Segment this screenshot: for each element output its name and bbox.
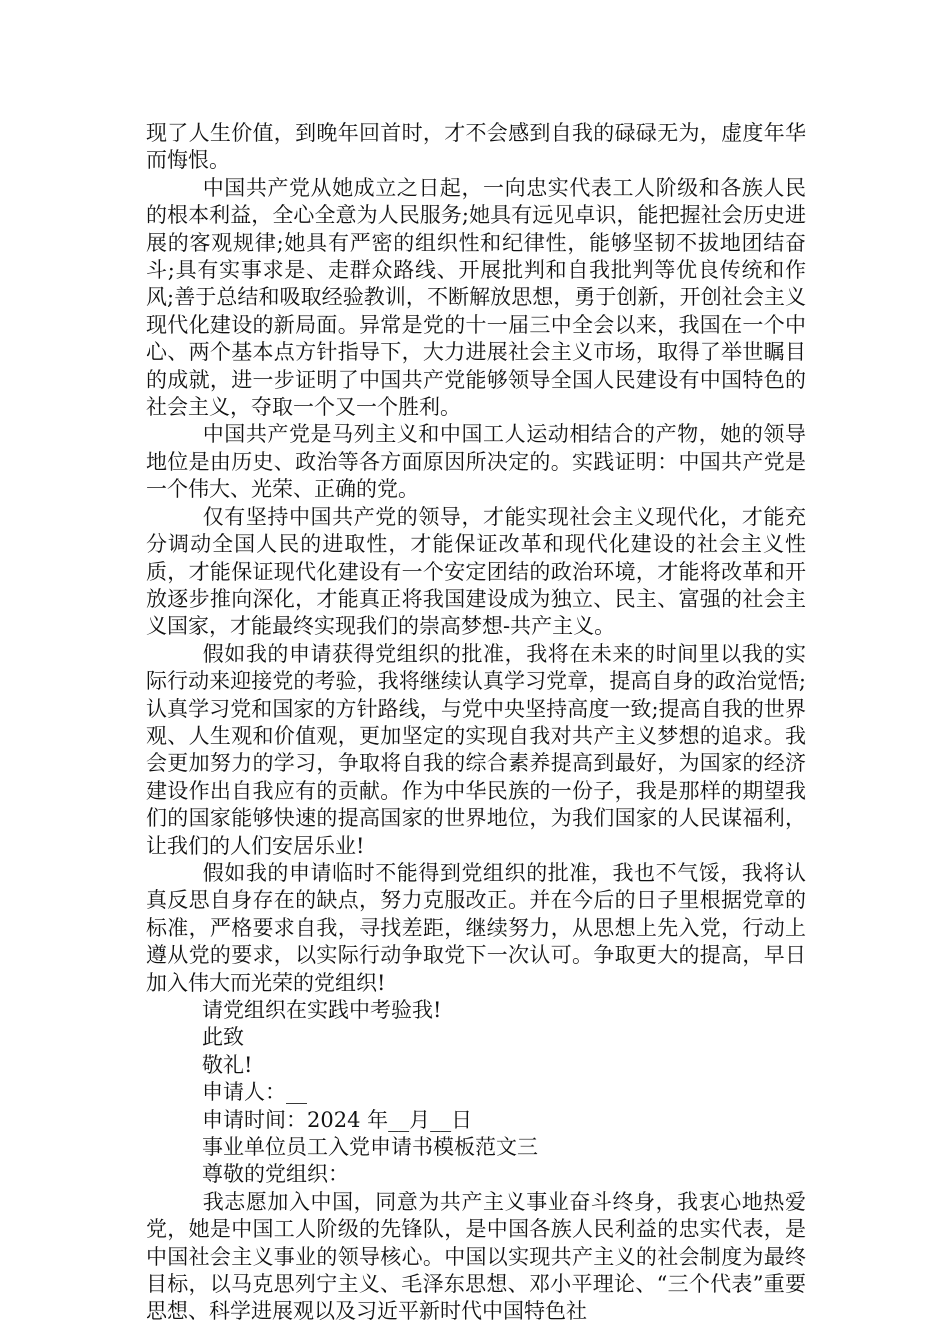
application-date-line: 申请时间：2024 年__月__日 — [202, 1107, 473, 1132]
document-page — [146, 120, 806, 1326]
regards-line: 敬礼! — [202, 1052, 253, 1077]
paragraph-party-history: 中国共产党从她成立之日起，一向忠实代表工人阶级和各族人民的根本利益，全心全意为人民服务;她具有远见卓识，能把握社会历史进展的客观规律;她具有严密的组织性和纪律性，能够坚韧不拔地团结奋斗;具有实事求是、走群众路线、开展批判和自我批判等优良传统和作风;善于总结和吸取经验教训，不断解放思想，勇于创新，开创社会主义现代化建设的新局面。异常是党的十一届三中全会以来，我国在一个中心、两个基本点方针指导下，大力进展社会主义市场，取得了举世瞩目的成就，进一步证明了中国共产党能够领导全国人民建设有中国特色的社会主义，夺取一个又一个胜利。 — [146, 175, 806, 420]
paragraph-if-approved: 假如我的申请获得党组织的批准，我将在未来的时间里以我的实际行动来迎接党的考验，我将继续认真学习党章，提高自身的政治觉悟;认真学习党和国家的方针路线，与党中央坚持高度一致;提高自我的世界观、人生观和价值观，更加坚定的实现自我对共产主义梦想的追求。我会更加努力的学习，争取将自我的综合素养提高到最好，为国家的经济建设作出自我应有的贡献。作为中华民族的一份子，我是那样的期望我们的国家能够快速的提高国家的世界地位，为我们国家的人民谋福利，让我们的人们安居乐业! — [146, 641, 806, 858]
greeting-line: 尊敬的党组织： — [202, 1162, 349, 1187]
section-title: 事业单位员工入党申请书模板范文三 — [202, 1135, 538, 1160]
paragraph-party-origin: 中国共产党是马列主义和中国工人运动相结合的产物，她的领导地位是由历史、政治等各方面原因所决定的。实践证明：中国共产党是一个伟大、光荣、正确的党。 — [146, 422, 806, 502]
paragraph-volunteer: 我志愿加入中国，同意为共产主义事业奋斗终身，我衷心地热爱党，她是中国工人阶级的先锋队，是中国各族人民利益的忠实代表，是中国社会主义事业的领导核心。中国以实现共产主义的社会制度为最终目标，以马克思列宁主义、毛泽东思想、邓小平理论、“三个代表”重要思想、科学进展观以及习近平新时代中国特色社 — [146, 1189, 806, 1324]
applicant-line: 申请人：__ — [202, 1080, 307, 1105]
paragraph-intro: 现了人生价值，到晚年回首时，才不会感到自我的碌碌无为，虚度年华而悔恨。 — [146, 121, 806, 173]
paragraph-if-not-approved: 假如我的申请临时不能得到党组织的批准，我也不气馁，我将认真反思自身存在的缺点，努力克服改正。并在今后的日子里根据党章的标准，严格要求自我，寻找差距，继续努力，从思想上先入党，行动上遵从党的要求，以实际行动争取党下一次认可。争取更大的提高，早日加入伟大而光荣的党组织! — [146, 860, 806, 995]
salutation-line: 此致 — [202, 1025, 244, 1050]
closing-request-line: 请党组织在实践中考验我! — [202, 998, 442, 1022]
paragraph-party-leadership: 仅有坚持中国共产党的领导，才能实现社会主义现代化，才能充分调动全国人民的进取性，才能保证改革和现代化建设的社会主义性质，才能保证现代化建设有一个安定团结的政治环境，才能将改革和开放逐步推向深化，才能真正将我国建设成为独立、民主、富强的社会主义国家，才能最终实现我们的崇高梦想-共产主义。 — [146, 504, 806, 639]
